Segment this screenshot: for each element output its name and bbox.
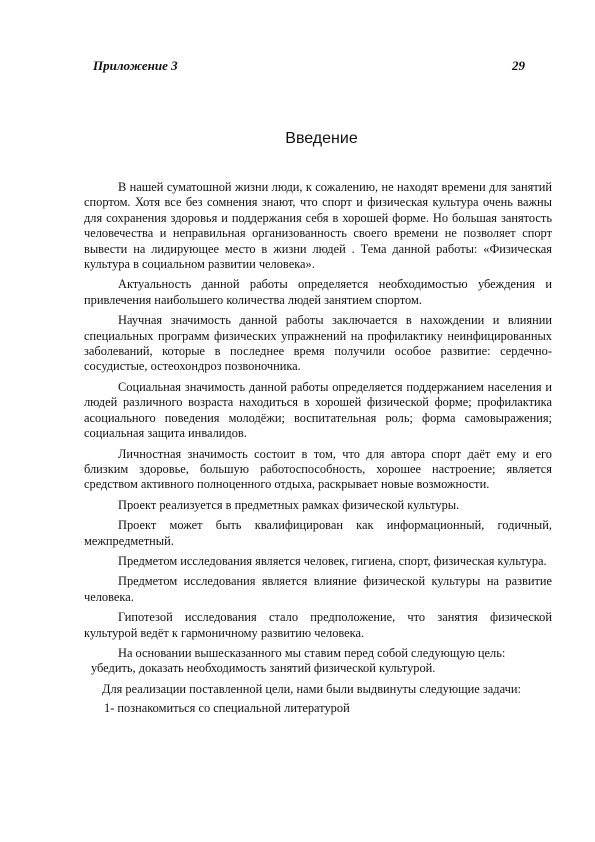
document-body — [84, 180, 552, 717]
goal-line-2: убедить, доказать необходимость занятий физической культурой. — [91, 661, 436, 676]
page-title: Введение — [285, 130, 358, 147]
paragraph-social: Социальная значимость данной работы определяется поддержанием населения и людей различного возраста находиться в хорошей физической форме; профилактика асоциального поведения молодёжи; воспитательная роль; форма самовыражения; социальная защита инвалидов. — [84, 379, 552, 441]
paragraph-intro: В нашей суматошной жизни люди, к сожалению, не находят времени для занятий спортом. Хотя все без сомнения знают, что спорт и физическая культура очень важны для сохранения здоровья и поддержания себя в хорошей форме. Но большая занятость человечества и неправильная организованность своего времени не позволяет спорт вывести на лидирующее место в жизни людей . Тема данной работы: «Физическая культура в социальном развитии человека». — [84, 180, 552, 272]
paragraph-subject: Предметом исследования является человек, гигиена, спорт, физическая культура. — [118, 553, 547, 568]
paragraph-relevance: Актуальность данной работы определяется необходимостью убеждения и привлечения наибольшего количества людей занятием спортом. — [84, 277, 552, 307]
paragraph-goal — [84, 646, 552, 677]
list-item: 1- познакомиться со специальной литературой — [104, 701, 350, 716]
paragraph-personal: Личностная значимость состоит в том, что для автора спорт даёт ему и его близким здоровье, большую работоспособность, хорошее настроение; является средством активного полноценного отдыха, раскрывает новые возможности. — [84, 446, 552, 492]
paragraph-hypothesis: Гипотезой исследования стало предположение, что занятия физической культурой ведёт к гармоничному развитию человека. — [84, 610, 552, 640]
paragraph-object: Предметом исследования является влияние физической культуры на развитие человека. — [84, 574, 552, 604]
page-number: 29 — [512, 58, 525, 73]
appendix-label: Приложение 3 — [93, 58, 178, 73]
paragraph-scientific: Научная значимость данной работы заключается в нахождении и влиянии специальных программ физических упражнений на профилактику неинфицированных заболеваний, которые в последнее время получили особое развитие: сердечно-сосудистые, остеохондроз позвоночника. — [84, 313, 552, 374]
paragraph-type: Проект может быть квалифицирован как информационный, годичный, межпредметный. — [84, 518, 552, 548]
goal-line-1: На основании вышесказанного мы ставим перед собой следующую цель: — [118, 645, 506, 660]
paragraph-tasks-intro: Для реализации поставленной цели, нами были выдвинуты следующие задачи: — [102, 681, 521, 696]
paragraph-scope: Проект реализуется в предметных рамках физической культуры. — [118, 497, 460, 512]
